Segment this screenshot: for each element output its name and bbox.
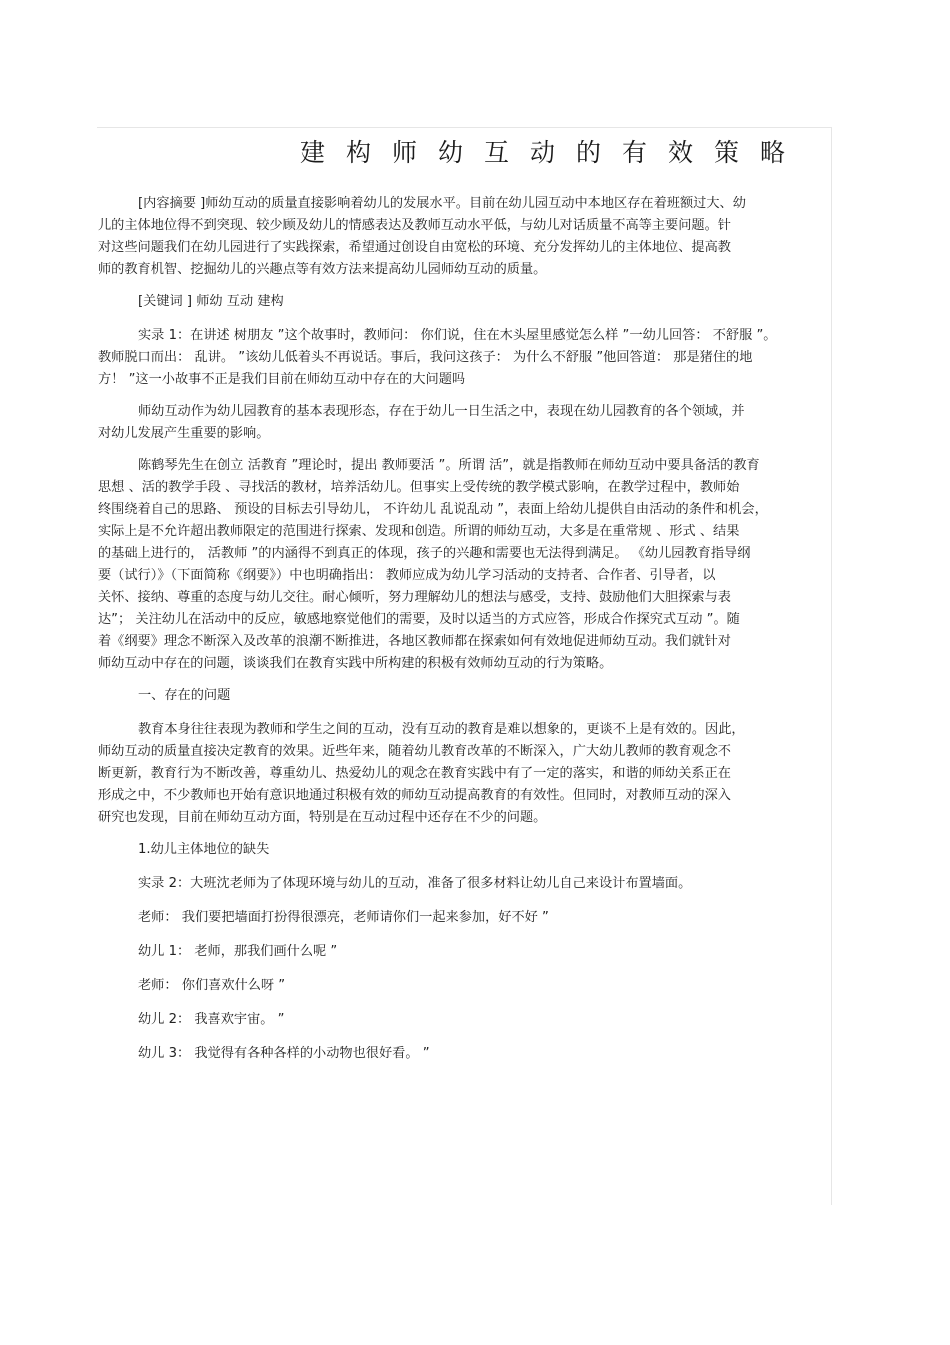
text-line: 形成之中，不少教师也开始有意识地通过积极有效的师幼互动提高教育的有效性。但同时，对教师互动的深入 (98, 788, 731, 803)
text-line: 教师脱口而出： 乱讲。 ”该幼儿低着头不再说话。事后，我问这孩子： 为什么不舒服 ”他回答道： 那是猪住的地 (98, 350, 753, 365)
text-line: 师的教育机智、挖掘幼儿的兴趣点等有效方法来提高幼儿园师幼互动的质量。 (98, 262, 547, 277)
text-line: 要（试行）》（下面简称《纲要》）中也明确指出： 教师应成为幼儿学习活动的支持者、合作者、引导者，以 (98, 568, 716, 583)
text-line: 师幼互动作为幼儿园教育的基本表现形态，存在于幼儿一日生活之中，表现在幼儿园教育的各个领域，并 (138, 404, 745, 419)
paragraph-4 (98, 719, 828, 829)
paragraph-2 (98, 401, 828, 445)
text-line: 研究也发现，目前在师幼互动方面，特别是在互动过程中还存在不少的问题。 (98, 810, 547, 825)
text-line: 着《纲要》理念不断深入及改革的浪潮不断推进，各地区教师都在探索如何有效地促进师幼互动。我们就针对 (98, 634, 731, 649)
record-2-line: 实录 2：大班沈老师为了体现环境与幼儿的互动，准备了很多材料让幼儿自己来设计布置墙面。 (138, 876, 692, 891)
paragraph-3 (98, 455, 828, 675)
text-line: 方！ ”这一小故事不正是我们目前在师幼互动中存在的大问题吗 (98, 372, 466, 387)
document-body (98, 193, 828, 1077)
dialogue-line: 幼儿 3： 我觉得有各种各样的小动物也很好看。 ” (138, 1046, 430, 1061)
text-line: 教育本身往往表现为教师和学生之间的互动，没有互动的教育是难以想象的，更谈不上是有效的。因此， (138, 722, 745, 737)
text-line: 对幼儿发展产生重要的影响。 (98, 426, 270, 441)
text-line: 终围绕着自己的思路、 预设的目标去引导幼儿， 不许幼儿 乱说乱动 ”，表面上给幼儿提供自由活动的条件和机会， (98, 502, 768, 517)
text-line: 关怀、接纳、尊重的态度与幼儿交往。耐心倾听，努力理解幼儿的想法与感受，支持、鼓励他们大胆探索与表 (98, 590, 731, 605)
dialogue-line: 老师： 我们要把墙面打扮得很漂亮，老师请你们一起来参加，好不好 ” (138, 910, 549, 925)
text-line: 达”； 关注幼儿在活动中的反应，敏感地察觉他们的需要，及时以适当的方式应答，形成合作探究式互动 ”。随 (98, 612, 740, 627)
keywords-line: [关键词 ] 师幼 互动 建构 (138, 294, 284, 309)
dialogue-line: 老师： 你们喜欢什么呀 ” (138, 978, 286, 993)
document-title: 建构师幼互动的有效策略 (300, 138, 807, 167)
subsection-heading: 1.幼儿主体地位的缺失 (138, 842, 270, 857)
text-line: 实录 1：在讲述 树朋友 ”这个故事时，教师问： 你们说，住在木头屋里感觉怎么样 ”一幼儿回答： 不舒服 ”。 (138, 328, 777, 343)
text-line: 儿的主体地位得不到突现、较少顾及幼儿的情感表达及教师互动水平低，与幼儿对话质量不高等主要问题。针 (98, 218, 731, 233)
dialogue-line: 幼儿 1： 老师，那我们画什么呢 ” (138, 944, 338, 959)
text-line: 断更新，教育行为不断改善，尊重幼儿、热爱幼儿的观念在教育实践中有了一定的落实，和谐的师幼关系正在 (98, 766, 731, 781)
text-line: 对这些问题我们在幼儿园进行了实践探索，希望通过创设自由宽松的环境、充分发挥幼儿的主体地位、提高教 (98, 240, 731, 255)
text-line: [内容摘要 ]师幼互动的质量直接影响着幼儿的发展水平。目前在幼儿园互动中本地区存在着班额过大、幼 (138, 196, 746, 211)
text-line: 师幼互动的质量直接决定教育的效果。近些年来，随着幼儿教育改革的不断深入，广大幼儿教师的教育观念不 (98, 744, 731, 759)
text-line: 陈鹤琴先生在创立 活教育 ”理论时，提出 教师要活 ”。所谓 活”，就是指教师在师幼互动中要具备活的教育 (138, 458, 760, 473)
page-right-border (831, 127, 832, 1205)
record-1-paragraph (98, 325, 828, 391)
dialogue-line: 幼儿 2： 我喜欢宇宙。 ” (138, 1012, 285, 1027)
text-line: 思想 、活的教学手段 、寻找活的教材，培养活幼儿。但事实上受传统的教学模式影响，在教学过程中，教师始 (98, 480, 740, 495)
abstract-paragraph (98, 193, 828, 281)
text-line: 实际上是不允许超出教师限定的范围进行探索、发现和创造。所谓的师幼互动，大多是在重常规 、形式 、结果 (98, 524, 740, 539)
section-heading: 一、存在的问题 (138, 688, 231, 703)
text-line: 师幼互动中存在的问题，谈谈我们在教育实践中所构建的积极有效师幼互动的行为策略。 (98, 656, 613, 671)
page-top-border (97, 127, 832, 128)
text-line: 的基础上进行的， 活教师 ”的内涵得不到真正的体现，孩子的兴趣和需要也无法得到满足。 《幼儿园教育指导纲 (98, 546, 751, 561)
